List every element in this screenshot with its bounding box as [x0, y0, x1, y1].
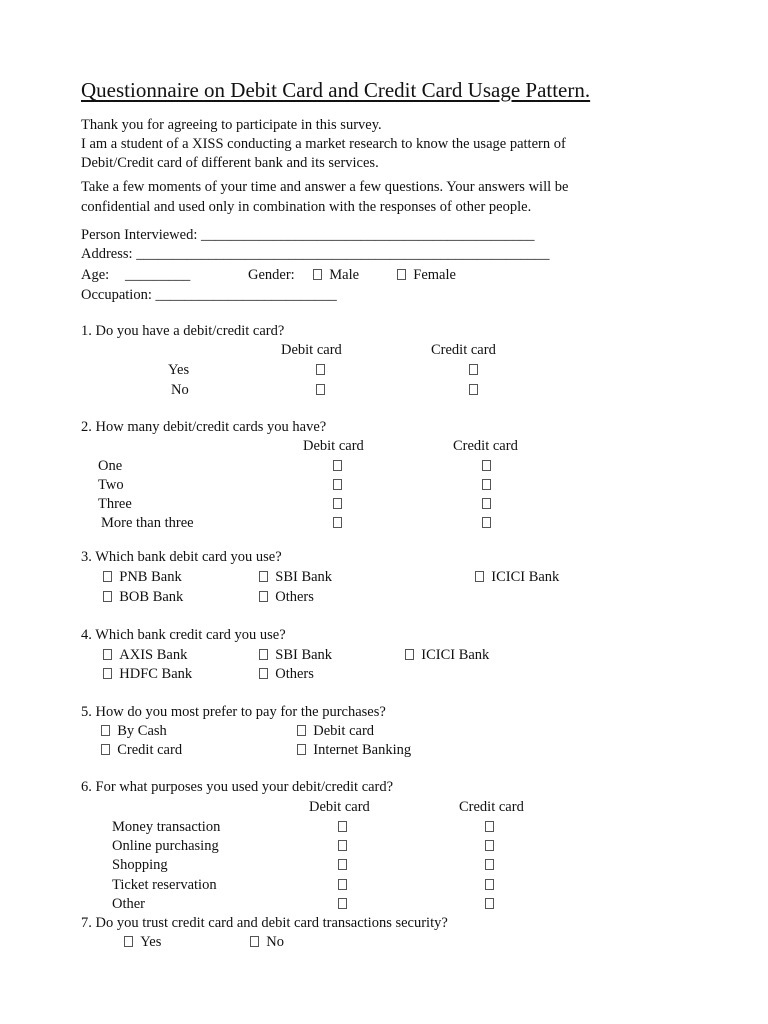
q6-row-label: Other	[112, 896, 146, 912]
q3-option[interactable]	[103, 590, 183, 605]
address-label: Address:	[81, 246, 137, 262]
q6-col-debit: Debit card	[309, 799, 370, 815]
checkbox[interactable]	[259, 649, 268, 660]
option-label: Credit card	[117, 742, 183, 758]
question-4: 4. Which bank credit card you use?	[81, 627, 286, 643]
q4-option[interactable]	[103, 648, 187, 663]
checkbox[interactable]	[259, 668, 268, 679]
q2-row-label: Three	[98, 496, 132, 512]
checkbox[interactable]	[250, 936, 259, 947]
question-2: 2. How many debit/credit cards you have?	[81, 419, 327, 435]
q5-option[interactable]	[297, 724, 374, 739]
q1-col-credit: Credit card	[431, 342, 496, 358]
q6-col-credit: Credit card	[459, 799, 524, 815]
q3-option[interactable]	[475, 570, 559, 585]
q1-no-debit-checkbox[interactable]	[316, 384, 325, 395]
q2-two-credit-checkbox[interactable]	[482, 479, 491, 490]
option-label: SBI Bank	[275, 569, 333, 585]
q2-row-label: Two	[98, 477, 124, 493]
option-label: BOB Bank	[119, 589, 184, 605]
checkbox[interactable]	[259, 591, 268, 602]
q6-row1-debit-checkbox[interactable]	[338, 821, 347, 832]
option-label: ICICI Bank	[491, 569, 560, 585]
checkbox[interactable]	[103, 591, 112, 602]
checkbox[interactable]	[297, 725, 306, 736]
question-5: 5. How do you most prefer to pay for the purchases?	[81, 704, 386, 720]
q1-row-label: No	[171, 382, 189, 398]
question-6: 6. For what purposes you used your debit/credit card?	[81, 779, 394, 795]
checkbox[interactable]	[259, 571, 268, 582]
checkbox[interactable]	[475, 571, 484, 582]
q1-no-credit-checkbox[interactable]	[469, 384, 478, 395]
checkbox[interactable]	[103, 571, 112, 582]
q2-row-label: More than three	[101, 515, 194, 531]
checkbox[interactable]	[101, 744, 110, 755]
intro-line-3: Debit/Credit card of different bank and its services.	[81, 155, 379, 171]
checkbox[interactable]	[124, 936, 133, 947]
q2-one-credit-checkbox[interactable]	[482, 460, 491, 471]
q2-more-credit-checkbox[interactable]	[482, 517, 491, 528]
q6-row-label: Money transaction	[112, 819, 221, 835]
q6-row2-debit-checkbox[interactable]	[338, 840, 347, 851]
option-label: Others	[275, 666, 314, 682]
q2-col-debit: Debit card	[303, 438, 364, 454]
person-interviewed-blank[interactable]: ______________________________________________	[201, 227, 535, 243]
q3-option[interactable]	[259, 570, 332, 585]
question-1: 1. Do you have a debit/credit card?	[81, 323, 285, 339]
q6-row3-credit-checkbox[interactable]	[485, 859, 494, 870]
q6-row4-credit-checkbox[interactable]	[485, 879, 494, 890]
q5-option[interactable]	[101, 724, 167, 739]
intro-line-2: I am a student of a XISS conducting a market research to know the usage pattern of	[81, 136, 566, 152]
q7-option-yes[interactable]	[124, 935, 161, 950]
q1-row-label: Yes	[168, 362, 190, 378]
option-label: By Cash	[117, 723, 167, 739]
option-label: AXIS Bank	[119, 647, 188, 663]
q2-row-label: One	[98, 458, 123, 474]
q2-two-debit-checkbox[interactable]	[333, 479, 342, 490]
option-label: SBI Bank	[275, 647, 333, 663]
male-checkbox[interactable]	[313, 269, 322, 280]
female-checkbox[interactable]	[397, 269, 406, 280]
question-7: 7. Do you trust credit card and debit card transactions security?	[81, 915, 448, 931]
option-label: HDFC Bank	[119, 666, 193, 682]
option-label: No	[266, 934, 284, 950]
q6-row-label: Ticket reservation	[112, 877, 217, 893]
q3-option[interactable]	[103, 570, 182, 585]
male-label: Male	[329, 267, 360, 283]
q4-option[interactable]	[259, 648, 332, 663]
gender-male-option[interactable]	[313, 268, 359, 283]
checkbox[interactable]	[405, 649, 414, 660]
q1-col-debit: Debit card	[281, 342, 342, 358]
q2-col-credit: Credit card	[453, 438, 518, 454]
age-label: Age:	[81, 267, 110, 283]
female-label: Female	[413, 267, 456, 283]
option-label: Others	[275, 589, 314, 605]
option-label: Yes	[140, 934, 162, 950]
occupation-label: Occupation:	[81, 287, 156, 303]
address-field[interactable]	[81, 247, 549, 262]
q3-option[interactable]	[259, 590, 314, 605]
checkbox[interactable]	[101, 725, 110, 736]
q1-yes-credit-checkbox[interactable]	[469, 364, 478, 375]
q6-row-label: Online purchasing	[112, 838, 219, 854]
q5-option[interactable]	[101, 743, 182, 758]
address-blank[interactable]: _________________________________________________________	[136, 246, 550, 262]
q6-row1-credit-checkbox[interactable]	[485, 821, 494, 832]
page-title: Questionnaire on Debit Card and Credit Card Usage Pattern.	[81, 78, 591, 102]
gender-female-option[interactable]	[397, 268, 456, 283]
checkbox[interactable]	[297, 744, 306, 755]
option-label: Debit card	[313, 723, 375, 739]
intro-line-1: Thank you for agreeing to participate in this survey.	[81, 117, 382, 133]
q5-option[interactable]	[297, 743, 411, 758]
q6-row4-debit-checkbox[interactable]	[338, 879, 347, 890]
person-interviewed-label: Person Interviewed:	[81, 227, 201, 243]
q4-option[interactable]	[405, 648, 489, 663]
q6-row5-debit-checkbox[interactable]	[338, 898, 347, 909]
q7-option-no[interactable]	[250, 935, 284, 950]
option-label: Internet Banking	[313, 742, 412, 758]
q4-option[interactable]	[103, 667, 192, 682]
gender-label: Gender:	[248, 267, 295, 283]
checkbox[interactable]	[103, 649, 112, 660]
q2-three-credit-checkbox[interactable]	[482, 498, 491, 509]
person-interviewed-field[interactable]	[81, 228, 535, 243]
age-blank[interactable]: _________	[125, 267, 191, 283]
question-3: 3. Which bank debit card you use?	[81, 549, 282, 565]
q6-row3-debit-checkbox[interactable]	[338, 859, 347, 870]
q1-yes-debit-checkbox[interactable]	[316, 364, 325, 375]
occupation-blank[interactable]: _________________________	[155, 287, 337, 303]
q2-one-debit-checkbox[interactable]	[333, 460, 342, 471]
intro-line-5: confidential and used only in combination with the responses of other people.	[81, 199, 532, 215]
q4-option[interactable]	[259, 667, 314, 682]
q6-row-label: Shopping	[112, 857, 168, 873]
option-label: ICICI Bank	[421, 647, 490, 663]
checkbox[interactable]	[103, 668, 112, 679]
q2-three-debit-checkbox[interactable]	[333, 498, 342, 509]
q6-row2-credit-checkbox[interactable]	[485, 840, 494, 851]
q2-more-debit-checkbox[interactable]	[333, 517, 342, 528]
option-label: PNB Bank	[119, 569, 182, 585]
intro-line-4: Take a few moments of your time and answer a few questions. Your answers will be	[81, 179, 569, 195]
q6-row5-credit-checkbox[interactable]	[485, 898, 494, 909]
occupation-field[interactable]	[81, 288, 337, 303]
